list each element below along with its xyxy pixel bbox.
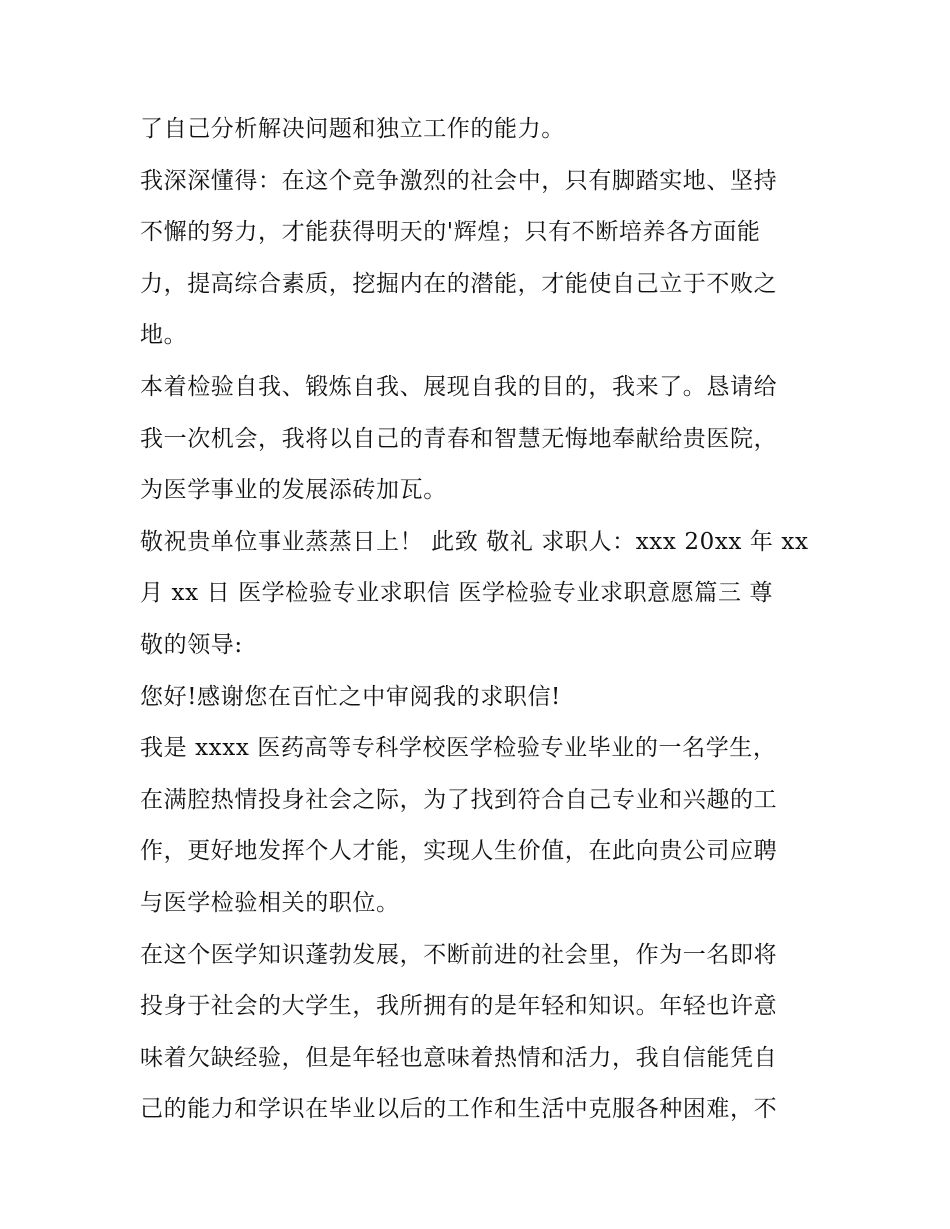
text-line: 您好!感谢您在百忙之中审阅我的求职信! [140,683,561,710]
text-line: 与医学检验相关的职位。 [140,889,400,916]
text-line: 我是 xxxx 医药高等专科学校医学检验专业毕业的一名学生， [140,735,777,762]
text-line: 敬祝贵单位事业蒸蒸日上！ 此致 敬礼 求职人：xxx 20xx 年 xx [140,528,809,555]
text-line: 在这个医学知识蓬勃发展，不断前进的社会里，作为一名即将 [140,941,778,968]
text-line: 在满腔热情投身社会之际，为了找到符合自己专业和兴趣的工 [140,786,778,813]
text-line: 己的能力和学识在毕业以后的工作和生活中克服各种困难，不 [140,1096,778,1123]
text-line: 月 xx 日 医学检验专业求职信 医学检验专业求职意愿篇三 尊 [140,580,774,607]
text-line: 作，更好地发挥个人才能，实现人生价值，在此向贵公司应聘 [140,838,778,865]
text-line: 力，提高综合素质，挖掘内在的潜能，才能使自己立于不败之 [140,270,778,297]
text-line: 我一次机会，我将以自己的青春和智慧无悔地奉献给贵医院， [140,425,778,452]
text-line: 本着检验自我、锻炼自我、展现自我的目的，我来了。恳请给 [140,373,778,400]
text-line: 投身于社会的大学生，我所拥有的是年轻和知识。年轻也许意 [140,993,778,1020]
text-line: 味着欠缺经验，但是年轻也意味着热情和活力，我自信能凭自 [140,1044,778,1071]
text-line: 我深深懂得：在这个竞争激烈的社会中，只有脚踏实地、坚持 [140,167,778,194]
text-line: 了自己分析解决问题和独立工作的能力。 [140,116,565,142]
text-line: 敬的领导: [140,631,243,658]
text-line: 地。 [140,322,188,349]
document-body [140,104,816,1136]
text-line: 不懈的努力，才能获得明天的'辉煌；只有不断培养各方面能 [140,219,761,246]
text-line: 为医学事业的发展添砖加瓦。 [140,477,447,504]
